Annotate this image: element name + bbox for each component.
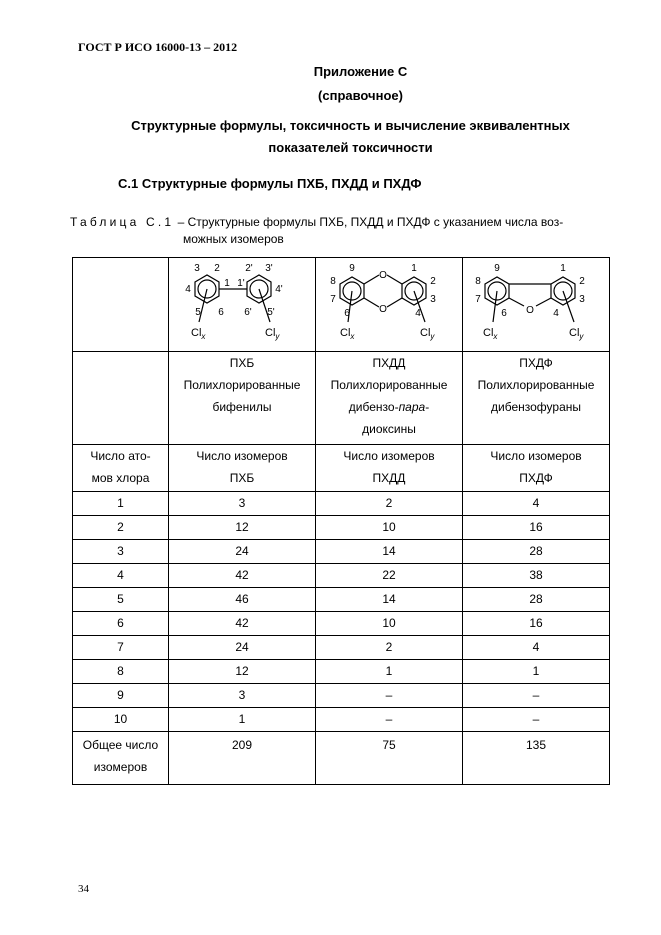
pcdf-structure-diagram [463,258,609,344]
table-row [73,660,610,684]
table-row [73,636,610,660]
pcb-abbr: ПХБ [229,356,255,370]
pcb-isomer-cell: 3 [169,492,316,516]
pcdf-pos-6: 6 [501,308,507,319]
table-row [73,708,610,732]
pcdd-clx-sym: Cl [340,327,351,339]
pcdf-pos-2: 2 [579,276,585,287]
pcb-isomer-cell: 1 [169,708,316,732]
empty-name-cell [73,352,169,445]
pcdd-cly-sym: Cl [420,327,431,339]
col-header-line: Число изомеров [490,449,582,463]
pcdf-name-line: дибензофураны [491,400,581,414]
pcdf-clx-sym: Cl [483,327,494,339]
section-title-line2: показателей токсичности [268,140,433,155]
chlorine-count-cell: 7 [73,636,169,660]
pcb-pos-6: 6 [218,307,224,318]
pcdd-isomer-cell: 22 [316,564,463,588]
col-header-pcdf [463,445,610,492]
table-caption [70,212,630,232]
pcb-structure-diagram [169,258,315,344]
pcdd-clx-sub: x [350,332,355,341]
col-header-line: ПХДД [372,471,406,485]
pcdd-structure-cell [316,258,463,352]
pcb-cly-sub: y [275,332,280,341]
pcdf-clx-sub: x [493,332,498,341]
col-header-line: ПХДФ [519,471,553,485]
pcdd-pos-6: 6 [344,308,350,319]
pcb-clx-label [191,327,206,341]
section-title-line1: Структурные формулы, токсичность и вычисление эквивалентных [131,118,570,133]
chlorine-count-cell: 2 [73,516,169,540]
appendix-title: Приложение С [313,64,408,79]
pcdd-isomer-cell: – [316,684,463,708]
pcb-name-line: бифенилы [212,400,272,414]
isomer-table [72,257,610,785]
pcb-isomer-cell: 12 [169,516,316,540]
table-caption-continuation: можных изомеров [183,232,284,246]
pcb-pos-1: 1 [224,278,230,289]
pcb-isomer-cell: 24 [169,540,316,564]
document-header: ГОСТ Р ИСО 16000-13 – 2012 [78,40,238,54]
col-header-line: мов хлора [91,471,150,485]
pcdd-name-line: диоксины [362,422,416,436]
pcdf-isomer-cell: 4 [463,636,610,660]
pcb-pos-3: 3 [194,263,200,274]
pcdd-pos-9: 9 [349,263,355,274]
pcb-pos-5p: 5' [267,307,275,318]
pcb-pos-1p: 1' [237,278,245,289]
pcdf-pos-1: 1 [560,263,566,274]
pcb-pos-3p: 3' [265,263,273,274]
pcdf-isomer-cell: 4 [463,492,610,516]
chlorine-count-cell: 10 [73,708,169,732]
pcdf-name-cell [463,352,610,445]
table-caption-lead: Таблица С.1 [70,215,175,229]
pcdd-isomer-cell: 14 [316,588,463,612]
pcdf-pos-4: 4 [553,308,559,319]
pcdf-pos-3: 3 [579,294,585,305]
pcb-pos-2: 2 [214,263,220,274]
total-pcb: 209 [169,732,316,785]
pcb-isomer-cell: 3 [169,684,316,708]
pcdd-oxygen-bottom: O [379,304,387,315]
table-row [73,516,610,540]
pcdf-cly-label [569,327,584,341]
col-header-chlorine [73,445,169,492]
pcdf-isomer-cell: – [463,708,610,732]
pcdf-pos-7: 7 [475,294,481,305]
col-header-line: ПХБ [229,471,255,485]
pcdd-isomer-cell: – [316,708,463,732]
pcdd-pos-4: 4 [415,308,421,319]
pcb-clx-sub: x [201,332,206,341]
pcdf-structure-cell [463,258,610,352]
pcdd-isomer-cell: 14 [316,540,463,564]
pcb-isomer-cell: 12 [169,660,316,684]
pcdf-isomer-cell: 16 [463,516,610,540]
pcdd-clx-label [340,327,355,341]
pcb-pos-4p: 4' [275,284,283,295]
pcb-isomer-cell: 46 [169,588,316,612]
pcdd-name-line: дибензо-пара- [348,400,430,414]
chlorine-count-cell: 4 [73,564,169,588]
pcb-isomer-cell: 42 [169,564,316,588]
pcdf-isomer-cell: 28 [463,540,610,564]
table-row [73,540,610,564]
page-number: 34 [78,883,89,895]
pcb-name-line: Полихлорированные [183,378,301,392]
subsection-title: С.1 Структурные формулы ПХБ, ПХДД и ПХДФ [118,176,422,191]
chlorine-count-cell: 5 [73,588,169,612]
total-label-line: Общее число [82,738,159,752]
pcdd-pos-1: 1 [411,263,417,274]
appendix-type: (справочное) [318,88,403,103]
total-label-cell [73,732,169,785]
pcdf-oxygen: O [526,305,534,316]
pcdf-name-line: Полихлорированные [477,378,595,392]
table-caption-text: – Структурные формулы ПХБ, ПХДД и ПХДФ с указанием числа воз- [177,215,564,229]
chlorine-count-cell: 9 [73,684,169,708]
pcdd-isomer-cell: 10 [316,516,463,540]
pcdf-cly-sym: Cl [569,327,580,339]
pcb-pos-6p: 6' [244,307,252,318]
chlorine-count-cell: 1 [73,492,169,516]
chlorine-count-cell: 8 [73,660,169,684]
total-pcdf: 135 [463,732,610,785]
pcdf-isomer-cell: 1 [463,660,610,684]
col-header-line: Число ато- [90,449,151,463]
pcb-cly-label [265,327,280,341]
pcb-structure-cell [169,258,316,352]
para-italic: пара [398,400,426,414]
col-header-line: Число изомеров [196,449,288,463]
table-row [73,588,610,612]
total-label-line: изомеров [93,760,148,774]
chlorine-count-cell: 3 [73,540,169,564]
pcb-pos-2p: 2' [245,263,253,274]
pcdf-cly-sub: y [579,332,584,341]
col-header-pcdd [316,445,463,492]
pcdd-isomer-cell: 1 [316,660,463,684]
pcb-name-cell [169,352,316,445]
pcdd-isomer-cell: 2 [316,492,463,516]
pcdd-structure-diagram [316,258,462,344]
pcb-pos-5: 5 [195,307,201,318]
empty-corner-cell [73,258,169,352]
pcdf-isomer-cell: 38 [463,564,610,588]
pcdd-abbr: ПХДД [372,356,406,370]
pcdd-cly-label [420,327,435,341]
pcdd-pos-7: 7 [330,294,336,305]
pcdd-pos-3: 3 [430,294,436,305]
pcb-pos-4: 4 [185,284,191,295]
total-pcdd: 75 [316,732,463,785]
table-body [73,492,610,732]
pcdf-isomer-cell: 16 [463,612,610,636]
pcdf-pos-9: 9 [494,263,500,274]
pcdd-pos-8: 8 [330,276,336,287]
table-row [73,492,610,516]
col-header-line: Число изомеров [343,449,435,463]
pcdd-name-line: Полихлорированные [330,378,448,392]
pcdd-isomer-cell: 10 [316,612,463,636]
pcb-cly-sym: Cl [265,327,276,339]
pcdf-clx-label [483,327,498,341]
table-row [73,564,610,588]
pcdf-pos-8: 8 [475,276,481,287]
pcdf-isomer-cell: 28 [463,588,610,612]
pcdd-oxygen-top: O [379,270,387,281]
table-row [73,684,610,708]
chlorine-count-cell: 6 [73,612,169,636]
table-row [73,612,610,636]
pcdd-cly-sub: y [430,332,435,341]
pcdd-isomer-cell: 2 [316,636,463,660]
pcb-isomer-cell: 42 [169,612,316,636]
pcdf-abbr: ПХДФ [519,356,553,370]
pcdd-pos-2: 2 [430,276,436,287]
pcb-isomer-cell: 24 [169,636,316,660]
col-header-pcb [169,445,316,492]
pcb-clx-sym: Cl [191,327,202,339]
pcdf-isomer-cell: – [463,684,610,708]
pcdd-name-cell [316,352,463,445]
